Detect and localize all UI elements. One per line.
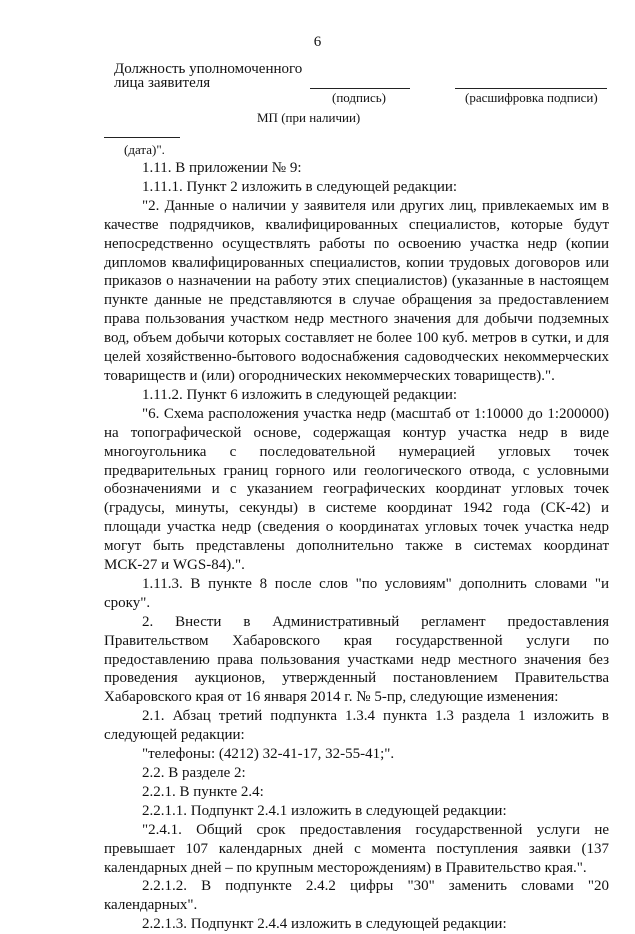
signature-caption: (подпись) xyxy=(332,90,386,105)
paragraph: 1.11.1. Пункт 2 изложить в следующей редакции: xyxy=(142,178,458,195)
paragraph: 1.11. В приложении № 9: xyxy=(142,160,302,176)
page-number: 6 xyxy=(313,34,322,50)
position-title-line1: Должность уполномоченного xyxy=(114,61,303,77)
paragraph: 2.1. Абзац третий подпункта 1.3.4 пункта 1.3 раздела 1 изложить в следующей редакции: xyxy=(104,708,609,744)
paragraph: 2.2. В разделе 2: xyxy=(142,765,246,781)
paragraph: 2. Внести в Административный регламент предоставления Правительством Хабаровского края государственной услуги по предоставлению права пользования участками недр местного значения без проведения аукционов, утвержденный постановлением Правительства Хабаровского края от 16 января 2014 г. № 5-пр, следующие изменения: xyxy=(104,613,609,706)
date-caption: (дата)". xyxy=(124,142,165,157)
seal-caption: МП (при наличии) xyxy=(257,110,361,125)
paragraph: "6. Схема расположения участка недр (масштаб от 1:10000 до 1:200000) на топографической основе, содержащая контур участка недр в виде многоугольника с последовательной нумерацией угловых точек предварительных границ горного или геологического отвода, с условными обозначениями и с указанием географических координат угловых точек (градусы, минуты, секунды) в системе координат 1942 года (СК-42) и площади участка недр (сведения о координатах угловых точек участка недр могут быть представлены дополнительно также в системах координат МСК-27 и WGS-84).". xyxy=(104,405,609,574)
paragraph: 2.2.1.2. В подпункте 2.4.2 цифры "30" заменить словами "20 календарных". xyxy=(104,878,609,914)
document-body xyxy=(104,159,609,934)
position-title-line2: лица заявителя xyxy=(114,75,211,91)
paragraph: "2.4.1. Общий срок предоставления государственной услуги не превышает 107 календарных дней с момента поступления заявки (137 календарных дней – по крупным месторождениям) в Правительство края.". xyxy=(104,821,609,876)
decoding-caption: (расшифровка подписи) xyxy=(465,90,598,105)
signature-line xyxy=(310,88,410,89)
paragraph: 2.2.1. В пункте 2.4: xyxy=(142,783,264,800)
paragraph: 1.11.2. Пункт 6 изложить в следующей редакции: xyxy=(142,386,458,403)
paragraph: 2.2.1.1. Подпункт 2.4.1 изложить в следующей редакции: xyxy=(142,802,507,819)
paragraph: "телефоны: (4212) 32-41-17, 32-55-41;". xyxy=(142,746,395,763)
decoding-line xyxy=(455,88,607,89)
paragraph: 1.11.3. В пункте 8 после слов "по условиям" дополнить словами "и сроку". xyxy=(104,575,609,611)
paragraph: "2. Данные о наличии у заявителя или других лиц, привлекаемых им в качестве подрядчиков, квалифицированных специалистов, которые будут непосредственно осуществлять работы по освоению участка недр (копии дипломов квалифицированных специалистов, копии трудовых договоров или приказов о назначении на работу этих специалистов) (указанные в настоящем пункте данные не представляются в случае обращения за предоставлением права пользования участком недр местного значения для добычи подземных вод, объем добычи которых составляет не более 100 куб. метров в сутки, и для целей хозяйственно-бытового водоснабжения садоводческих некоммерческих товариществ и (или) огороднических некоммерческих товариществ).". xyxy=(104,197,609,384)
date-line xyxy=(104,137,180,138)
paragraph: 2.2.1.3. Подпункт 2.4.4 изложить в следующей редакции: xyxy=(142,916,507,933)
